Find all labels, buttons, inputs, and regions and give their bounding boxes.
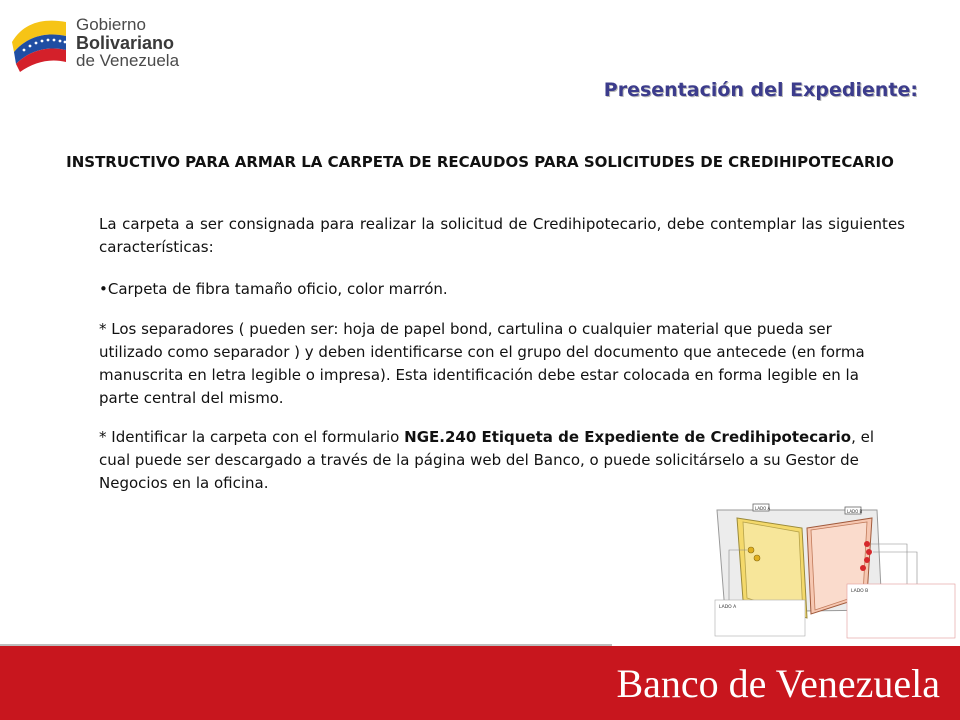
- logo-line-1: Gobierno: [76, 15, 146, 34]
- identificar-paragraph: [99, 426, 879, 495]
- legend-a-title: LADO A: [719, 605, 737, 610]
- intro-paragraph: La carpeta a ser consignada para realizar la solicitud de Credihipotecario, debe contemplar las siguientes características:: [99, 215, 905, 256]
- logo-text: [76, 16, 179, 70]
- legend-b-title: LADO B: [851, 589, 869, 594]
- form-name: NGE.240 Etiqueta de Expediente de Credihipotecario: [404, 428, 852, 446]
- tab-b-label: LADO B: [847, 509, 863, 514]
- footer-bar: [0, 646, 960, 720]
- logo-line-2: Bolivariano: [76, 33, 175, 53]
- folder-diagram-icon: [707, 500, 960, 640]
- venezuela-flag-icon: [8, 12, 70, 74]
- section-title: Presentación del Expediente:: [603, 79, 918, 101]
- separadores-paragraph: * Los separadores ( pueden ser: hoja de papel bond, cartulina o cualquier material que pueda ser utilizado como separador ) y deben identificarse con el grupo del documento que antecede (en forma manuscrita en letra legible o impresa). Esta identificación debe estar colocada en forma legible en la parte central del mismo.: [99, 320, 865, 407]
- folder-illustration: [707, 500, 960, 640]
- bullet-carpeta: •Carpeta de fibra tamaño oficio, color marrón.: [99, 280, 448, 298]
- gobierno-bolivariano-logo: [8, 12, 208, 74]
- logo-line-3: de Venezuela: [76, 51, 180, 70]
- tab-a-label: LADO A: [755, 506, 771, 511]
- identificar-prefix: * Identificar la carpeta con el formulario: [99, 428, 405, 446]
- identificar-suffix: , el cual puede ser descargado a través de la página web del Banco, o puede solicitárselo a su Gestor de Negocios en la oficina.: [99, 428, 875, 492]
- document-title: INSTRUCTIVO PARA ARMAR LA CARPETA DE RECAUDOS PARA SOLICITUDES DE CREDIHIPOTECARIO: [66, 153, 894, 171]
- bank-brand: Banco de Venezuela: [616, 661, 940, 706]
